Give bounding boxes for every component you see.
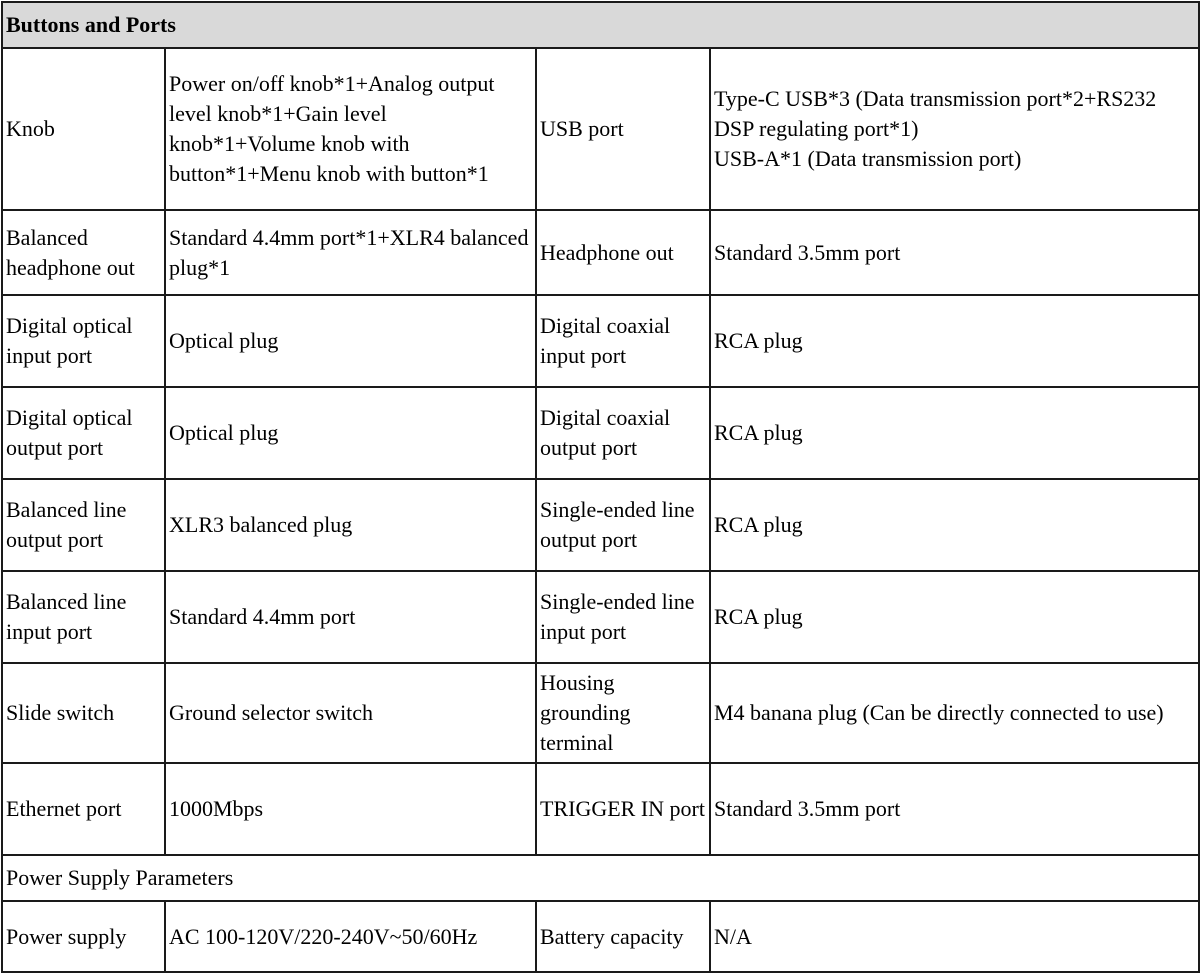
spec-value-line: Type-C USB*3 (Data transmission port*2+RS232 DSP regulating port*1) — [714, 86, 1157, 141]
spec-value: Standard 4.4mm port — [165, 571, 536, 663]
spec-value: RCA plug — [710, 295, 1199, 387]
spec-value: RCA plug — [710, 571, 1199, 663]
spec-value: Optical plug — [165, 387, 536, 479]
spec-label: Single-ended line input port — [536, 571, 710, 663]
spec-label: TRIGGER IN port — [536, 763, 710, 855]
spec-label: Power supply — [2, 901, 165, 972]
table-row — [2, 663, 1199, 763]
spec-value: Ground selector switch — [165, 663, 536, 763]
section-title-power-supply: Power Supply Parameters — [2, 855, 1199, 901]
spec-value: Optical plug — [165, 295, 536, 387]
spec-label: Knob — [2, 48, 165, 210]
section-header-row — [2, 2, 1199, 48]
spec-value: Standard 3.5mm port — [710, 210, 1199, 295]
spec-label: Housing grounding terminal — [536, 663, 710, 763]
buttons-ports-spec-table — [1, 1, 1200, 973]
spec-value: XLR3 balanced plug — [165, 479, 536, 571]
spec-label: Digital coaxial input port — [536, 295, 710, 387]
spec-label: Slide switch — [2, 663, 165, 763]
spec-value: Standard 4.4mm port*1+XLR4 balanced plug*1 — [165, 210, 536, 295]
spec-value: M4 banana plug (Can be directly connected to use) — [710, 663, 1199, 763]
spec-value: Power on/off knob*1+Analog output level knob*1+Gain level knob*1+Volume knob with button*1+Menu knob with button*1 — [165, 48, 536, 210]
table-row — [2, 479, 1199, 571]
spec-value: Standard 3.5mm port — [710, 763, 1199, 855]
table-row — [2, 48, 1199, 210]
spec-label: Battery capacity — [536, 901, 710, 972]
spec-label: Balanced line output port — [2, 479, 165, 571]
spec-label: Digital optical output port — [2, 387, 165, 479]
table-row — [2, 387, 1199, 479]
table-row — [2, 571, 1199, 663]
spec-label: Headphone out — [536, 210, 710, 295]
spec-label: Digital optical input port — [2, 295, 165, 387]
spec-value: RCA plug — [710, 387, 1199, 479]
section-title-buttons-ports: Buttons and Ports — [2, 2, 1199, 48]
spec-label: Balanced headphone out — [2, 210, 165, 295]
spec-value — [710, 48, 1199, 210]
spec-label: Single-ended line output port — [536, 479, 710, 571]
spec-value-line: USB-A*1 (Data transmission port) — [714, 146, 1022, 171]
spec-value: N/A — [710, 901, 1199, 972]
table-row — [2, 901, 1199, 972]
spec-label: Balanced line input port — [2, 571, 165, 663]
spec-value: AC 100-120V/220-240V~50/60Hz — [165, 901, 536, 972]
spec-label: USB port — [536, 48, 710, 210]
table-row — [2, 763, 1199, 855]
spec-label: Ethernet port — [2, 763, 165, 855]
spec-label: Digital coaxial output port — [536, 387, 710, 479]
spec-value: 1000Mbps — [165, 763, 536, 855]
spec-value: RCA plug — [710, 479, 1199, 571]
table-row — [2, 210, 1199, 295]
section-header-row — [2, 855, 1199, 901]
table-row — [2, 295, 1199, 387]
